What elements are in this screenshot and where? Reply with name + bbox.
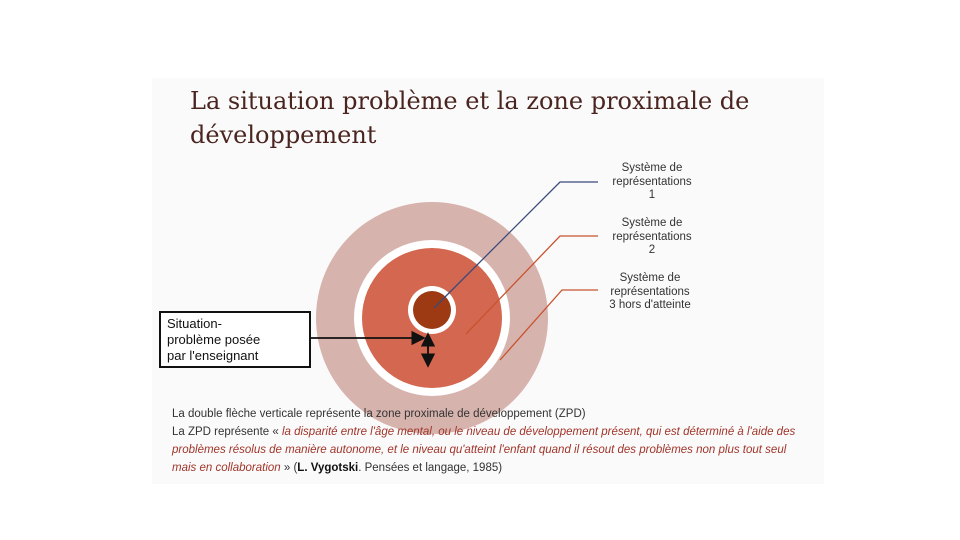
slide-title: La situation problème et la zone proximale de développement <box>190 87 750 149</box>
caption-source: . Pensées et langage, 1985) <box>358 462 503 474</box>
vygotski-quote: la disparité entre l'âge mental, ou le niveau de développement présent, qui est déterminé à l'aide des problèmes résolus de manière autonome, et le niveau qu'atteint l'enfant quand il résout des problèmes non plus tout seul mais en collaboration <box>172 426 796 474</box>
label-system-2: Système de représentations 2 <box>612 217 692 256</box>
caption-author: L. Vygotski <box>297 462 359 474</box>
caption-prefix: La ZPD représente « <box>172 426 282 438</box>
caption-quote-close: » ( <box>280 462 298 474</box>
caption-zpd-definition: La double flèche verticale représente la zone proximale de développement (ZPD) <box>172 408 586 420</box>
label-system-3: Système de représentations 3 hors d'atteinte <box>609 272 691 311</box>
situation-probleme-box: Situation- problème posée par l'enseignant <box>159 311 311 368</box>
caption <box>172 405 812 477</box>
label-system-1: Système de représentations 1 <box>612 162 692 201</box>
